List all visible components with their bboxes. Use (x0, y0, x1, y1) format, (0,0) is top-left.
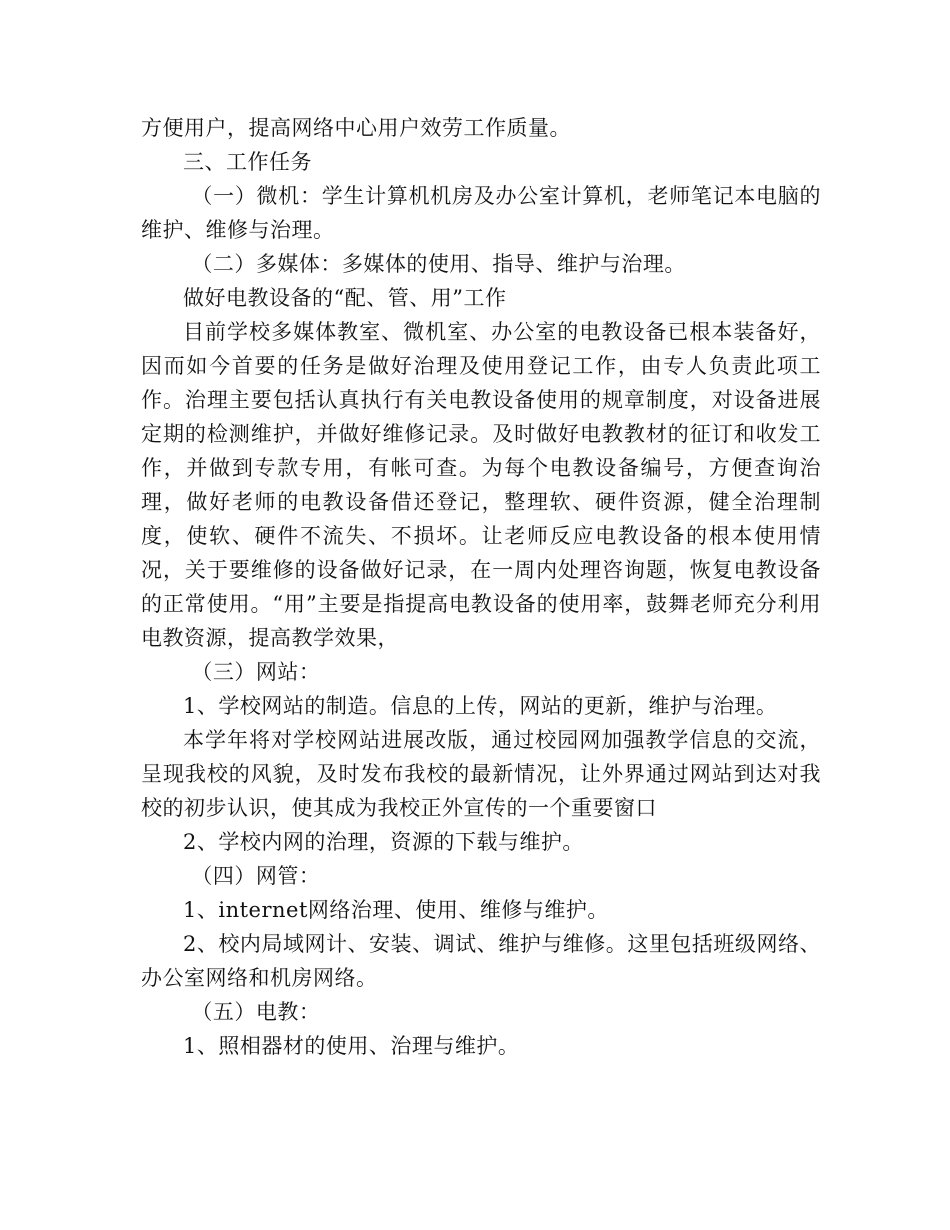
list-item-network-1: 1、internet网络治理、使用、维修与维护。 (183, 898, 609, 922)
paragraph-equipment-heading: 做好电教设备的“配、管、用”工作 (183, 286, 507, 310)
subsection-website: （三）网站： (191, 660, 321, 684)
paragraph-1: 方便用户，提高网络中心用户效劳工作质量。 (141, 116, 571, 140)
section-heading-work-tasks: 三、工作任务 (183, 150, 312, 174)
paragraph-website-body: 本学年将对学校网站进展改版，通过校园网加强教学信息的交流，呈现我校的风貌，及时发布我校的最新情况，让外界通过网站到达对我校的初步认识，使其成为我校正外宣传的一个重要窗口 (141, 728, 821, 820)
subsection-network-admin: （四）网管： (191, 864, 321, 888)
subsection-audiovisual: （五）电教： (191, 1000, 321, 1024)
list-item-network-2: 2、校内局域网计、安装、调试、维护与维修。这里包括班级网络、办公室网络和机房网络。 (141, 932, 821, 990)
list-item-audiovisual-1: 1、照相器材的使用、治理与维护。 (183, 1034, 520, 1058)
list-item-website-1: 1、学校网站的制造。信息的上传，网站的更新，维护与治理。 (183, 694, 778, 718)
subsection-microcomputer: （一）微机：学生计算机机房及办公室计算机，老师笔记本电脑的维护、维修与治理。 (141, 184, 821, 242)
list-item-website-2: 2、学校内网的治理，资源的下载与维护。 (183, 830, 584, 854)
document-body (141, 111, 821, 1063)
paragraph-equipment-body: 目前学校多媒体教室、微机室、办公室的电教设备已根本装备好，因而如今首要的任务是做好治理及使用登记工作，由专人负责此项工作。治理主要包括认真执行有关电教设备使用的规章制度，对设备进展定期的检测维护，并做好维修记录。及时做好电教教材的征订和收发工作，并做到专款专用，有帐可查。为每个电教设备编号，方便查询治理，做好老师的电教设备借还登记，整理软、硬件资源，健全治理制度，使软、硬件不流失、不损坏。让老师反应电教设备的根本使用情况，关于要维修的设备做好记录，在一周内处理咨询题，恢复电教设备的正常使用。“用”主要是指提高电教设备的使用率，鼓舞老师充分利用电教资源，提高教学效果， (141, 320, 821, 650)
subsection-multimedia: （二）多媒体：多媒体的使用、指导、维护与治理。 (191, 252, 686, 276)
